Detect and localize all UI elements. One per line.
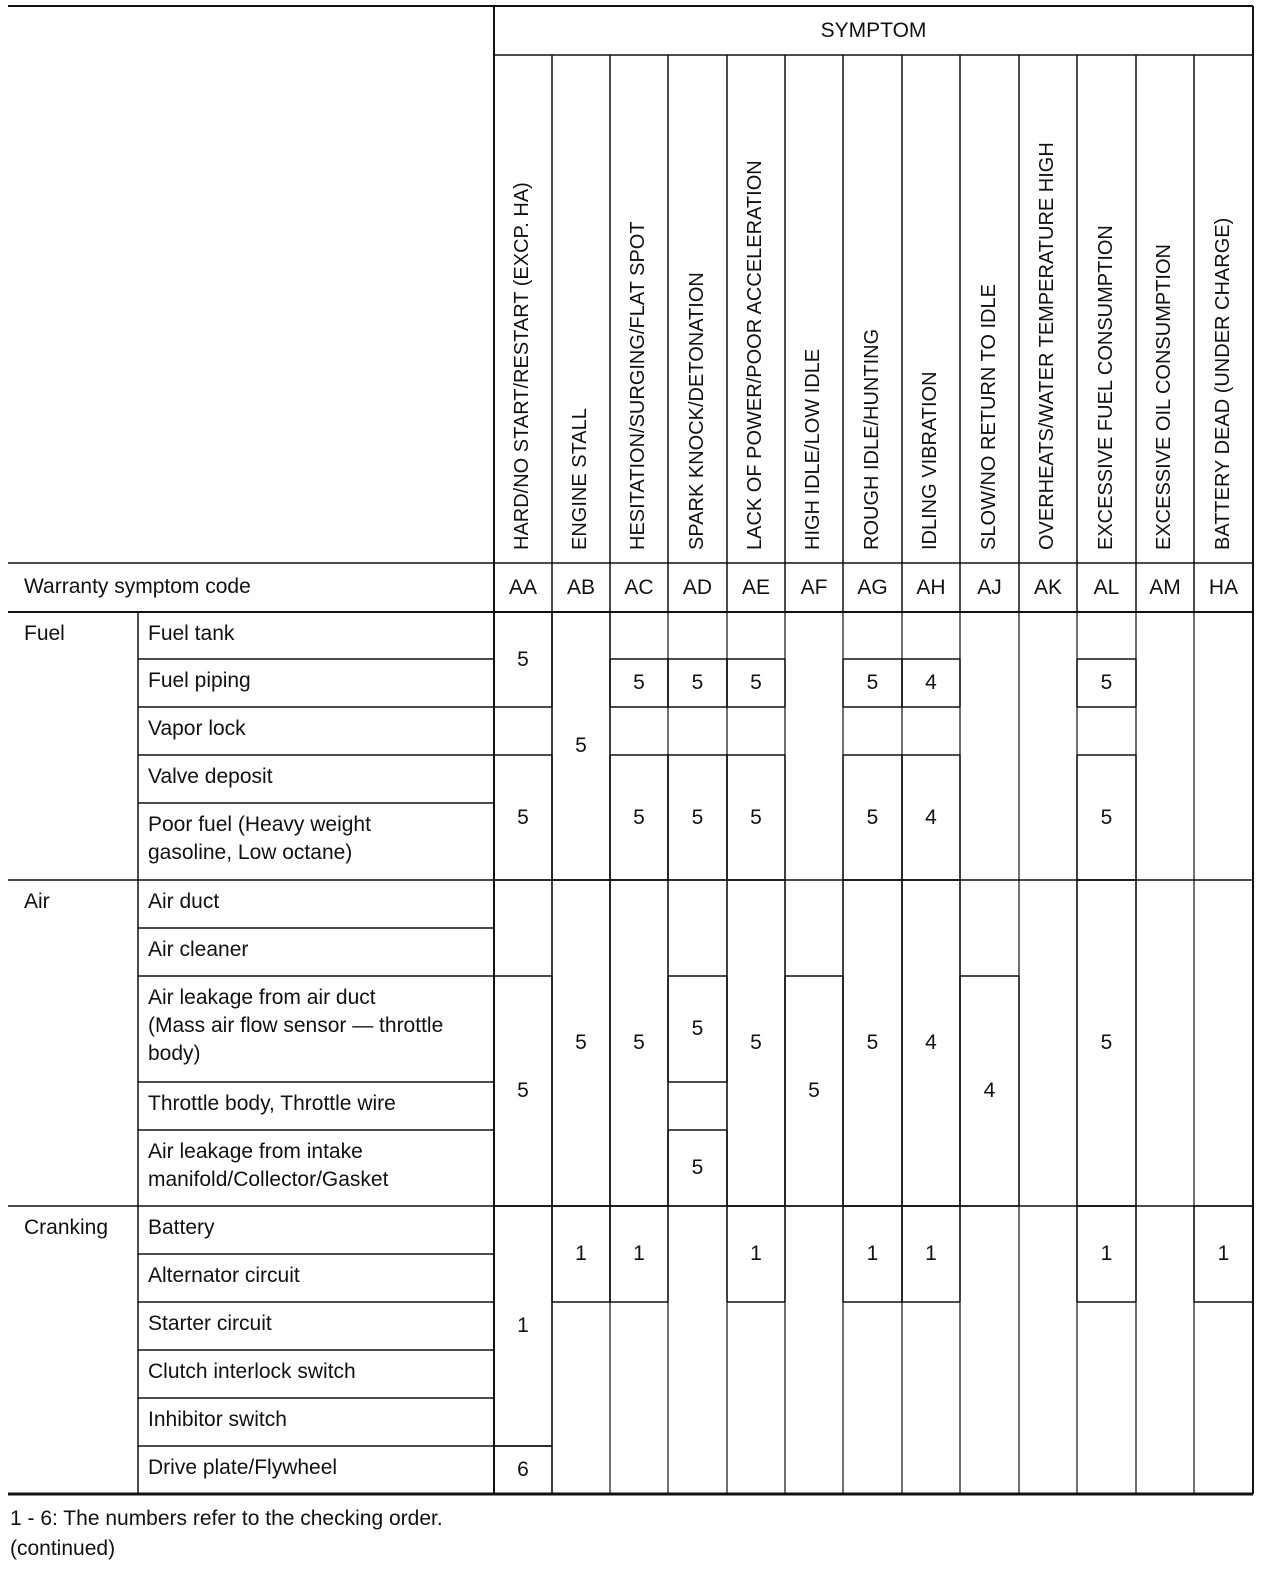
symptom-code-ab: AB xyxy=(566,575,596,599)
component-label-line: Drive plate/Flywheel xyxy=(148,1456,338,1479)
symptom-label-ag: ROUGH IDLE/HUNTING xyxy=(860,328,883,550)
component-label-line: Inhibitor switch xyxy=(148,1408,287,1431)
check-order-value: 5 xyxy=(691,1156,704,1179)
component-label-line: body) xyxy=(148,1042,201,1065)
component-label xyxy=(148,715,246,743)
component-label xyxy=(148,936,248,964)
footnote-checking-order: 1 - 6: The numbers refer to the checking order. xyxy=(10,1507,443,1530)
component-label-line: Poor fuel (Heavy weight xyxy=(148,813,371,836)
check-order-value: 1 xyxy=(1217,1242,1230,1265)
check-order-value: 5 xyxy=(517,805,529,829)
symptom-code-af: AF xyxy=(800,575,828,599)
category-label: Fuel xyxy=(24,622,65,645)
symptom-code-al: AL xyxy=(1093,575,1120,599)
check-order-value: 1 xyxy=(1100,1242,1113,1265)
symptom-label-ha: BATTERY DEAD (UNDER CHARGE) xyxy=(1211,217,1234,550)
check-order-value: 5 xyxy=(633,671,645,694)
component-label xyxy=(148,1138,388,1194)
symptom-code-aa: AA xyxy=(508,575,538,599)
check-order-value: 5 xyxy=(575,734,587,757)
symptom-code-ag: AG xyxy=(857,575,888,599)
symptom-code-am: AM xyxy=(1149,575,1181,599)
check-order-value: 5 xyxy=(691,671,704,694)
symptom-label-ac: HESITATION/SURGING/FLAT SPOT xyxy=(627,221,649,550)
symptom-label-ad: SPARK KNOCK/DETONATION xyxy=(685,272,708,550)
symptom-code-ae: AE xyxy=(741,575,771,599)
component-label xyxy=(148,1214,215,1242)
check-order-value: 5 xyxy=(691,805,704,829)
symptom-label-ak: OVERHEATS/WATER TEMPERATURE HIGH xyxy=(1036,142,1058,550)
check-order-value: 1 xyxy=(866,1242,879,1265)
symptom-label-al: EXCESSIVE FUEL CONSUMPTION xyxy=(1094,225,1117,550)
category-label: Cranking xyxy=(24,1216,109,1239)
component-label xyxy=(148,1310,272,1338)
check-order-value: 5 xyxy=(750,671,762,694)
check-order-value: 5 xyxy=(866,805,879,829)
component-label xyxy=(148,1454,337,1482)
component-label-line: manifold/Collector/Gasket xyxy=(148,1168,389,1191)
component-label-line: Throttle body, Throttle wire xyxy=(148,1092,396,1115)
check-order-value: 5 xyxy=(633,805,645,829)
check-order-value: 5 xyxy=(808,1079,820,1102)
check-order-value: 5 xyxy=(517,1079,529,1102)
component-label xyxy=(148,1406,287,1434)
symptom-code-ah: AH xyxy=(916,575,946,599)
component-label-line: Vapor lock xyxy=(148,717,246,740)
component-label-line: Fuel piping xyxy=(148,669,251,692)
symptom-label-af: HIGH IDLE/LOW IDLE xyxy=(802,348,824,550)
check-order-value: 5 xyxy=(750,805,762,829)
check-order-value: 1 xyxy=(517,1314,529,1337)
symptom-code-ad: AD xyxy=(682,575,713,599)
component-label xyxy=(148,811,371,867)
component-label xyxy=(148,984,443,1068)
component-label xyxy=(148,1358,356,1386)
check-order-value: 1 xyxy=(925,1242,937,1265)
check-order-value: 1 xyxy=(633,1242,645,1265)
check-order-value: 1 xyxy=(575,1242,587,1265)
symptom-label-ab: ENGINE STALL xyxy=(569,408,591,550)
check-order-value: 5 xyxy=(517,647,529,671)
check-order-value: 4 xyxy=(983,1079,996,1102)
component-label xyxy=(148,763,273,791)
symptom-code-aj: AJ xyxy=(977,575,1002,599)
warranty-code-row-label: Warranty symptom code xyxy=(24,575,251,598)
component-label-line: Air leakage from intake xyxy=(148,1140,363,1163)
check-order-value: 6 xyxy=(517,1458,529,1481)
category-label: Air xyxy=(24,890,50,913)
component-label xyxy=(148,667,251,695)
component-label xyxy=(148,888,219,916)
check-order-value: 5 xyxy=(1100,671,1113,694)
component-label xyxy=(148,1090,396,1118)
check-order-value: 5 xyxy=(1100,805,1113,829)
check-order-value: 4 xyxy=(925,1031,937,1054)
symptom-group-header: SYMPTOM xyxy=(820,18,927,42)
component-label-line: Alternator circuit xyxy=(148,1264,300,1287)
component-label xyxy=(148,1262,300,1290)
check-order-value: 4 xyxy=(925,671,937,694)
symptom-code-ac: AC xyxy=(624,575,654,599)
symptom-label-aa: HARD/NO START/RESTART (EXCP. HA) xyxy=(511,182,533,550)
component-label-line: Air duct xyxy=(148,890,220,913)
check-order-value: 5 xyxy=(866,671,879,694)
component-label-line: Fuel tank xyxy=(148,622,235,645)
component-label xyxy=(148,620,234,648)
check-order-value: 5 xyxy=(633,1031,645,1054)
check-order-value: 5 xyxy=(866,1031,879,1054)
component-label-line: gasoline, Low octane) xyxy=(148,841,353,864)
component-label-line: Clutch interlock switch xyxy=(148,1360,356,1383)
component-label-line: Air cleaner xyxy=(148,938,249,961)
check-order-value: 4 xyxy=(925,805,937,829)
component-label-line: Battery xyxy=(148,1216,215,1239)
check-order-value: 5 xyxy=(575,1031,587,1054)
check-order-value: 1 xyxy=(750,1242,762,1265)
component-label-line: Air leakage from air duct xyxy=(148,986,376,1009)
symptom-code-ha: HA xyxy=(1208,575,1239,599)
symptom-label-ae: LACK OF POWER/POOR ACCELERATION xyxy=(744,160,766,550)
footnote-continued: (continued) xyxy=(10,1537,116,1560)
symptom-label-ah: IDLING VIBRATION xyxy=(919,371,941,550)
symptom-label-am: EXCESSIVE OIL CONSUMPTION xyxy=(1153,244,1175,550)
check-order-value: 5 xyxy=(1100,1031,1113,1054)
symptom-code-ak: AK xyxy=(1033,575,1063,599)
check-order-value: 5 xyxy=(691,1017,704,1040)
component-label-line: Starter circuit xyxy=(148,1312,272,1335)
symptom-label-aj: SLOW/NO RETURN TO IDLE xyxy=(977,284,1000,550)
component-label-line: Valve deposit xyxy=(148,765,273,788)
component-label-line: (Mass air flow sensor — throttle xyxy=(148,1014,444,1037)
check-order-value: 5 xyxy=(750,1031,762,1054)
